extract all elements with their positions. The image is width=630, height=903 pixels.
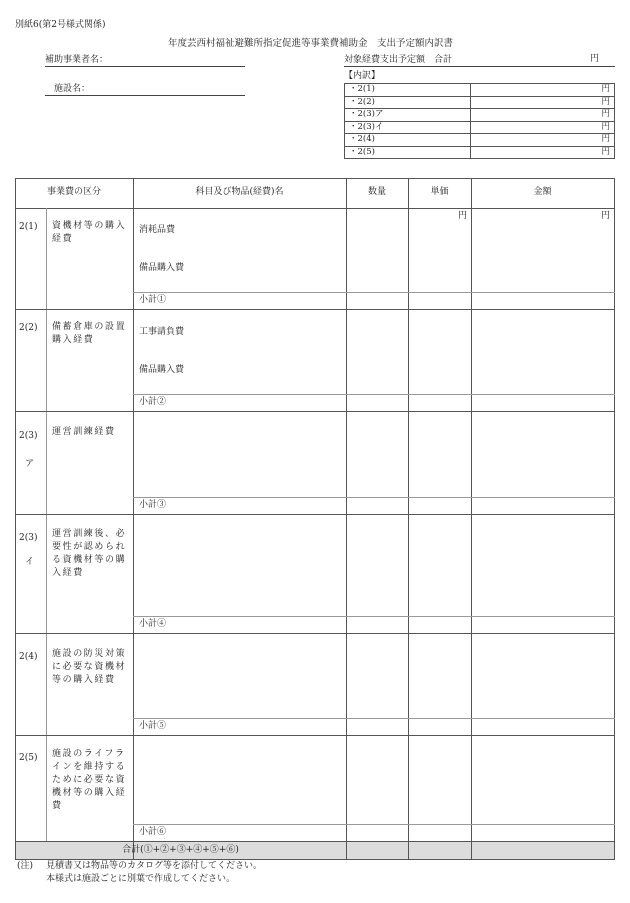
breakdown-amount-field[interactable] (471, 109, 615, 122)
section-1-items-input[interactable] (134, 209, 346, 292)
document-title: 年度芸西村福祉避難所指定促進等事業費補助金 支出予定額内訳書 (168, 38, 454, 49)
total-expense-unit: 円 (589, 54, 599, 64)
yen-unit: 円 (601, 84, 610, 95)
code-column-divider (46, 208, 47, 842)
column-header-item: 科目及び物品(経費)名 (195, 187, 284, 197)
facility-name-field[interactable] (45, 84, 245, 96)
breakdown-amount-field[interactable] (471, 121, 615, 134)
subtotal-label: 小計⑥ (139, 827, 167, 837)
breakdown-row (345, 109, 615, 122)
column-header-unit-price: 単価 (430, 187, 449, 197)
subtotal-divider (133, 616, 615, 617)
section-1-quantity-input[interactable] (347, 209, 408, 292)
subtotal-label: 小計② (139, 397, 167, 407)
table-border (15, 178, 615, 179)
section-name: 資機材等の購入経費 (52, 221, 127, 244)
breakdown-row (345, 134, 615, 147)
yen-unit: 円 (601, 121, 610, 132)
table-border (614, 178, 615, 860)
subtotal-label: 小計① (139, 295, 167, 305)
subtotal-label: 小計③ (139, 500, 167, 510)
section-code: 2(4) (19, 652, 38, 662)
notes-prefix: (注) (17, 861, 34, 871)
section-code: 2(2) (19, 323, 38, 333)
section-name: 運営訓練経費 (52, 427, 116, 437)
item-name: 備品購入費 (139, 263, 185, 273)
breakdown-label: ・2(4) (345, 134, 471, 147)
section-code: 2(3) (19, 533, 38, 543)
expense-table (15, 178, 615, 860)
column-header-quantity: 数量 (367, 187, 386, 197)
yen-unit: 円 (601, 134, 610, 145)
section-divider (15, 514, 615, 515)
breakdown-row (345, 84, 615, 97)
note-line: 本様式は施設ごとに別葉で作成してください。 (46, 874, 236, 884)
section-name: 備蓄倉庫の設置購入経費 (52, 322, 127, 345)
applicant-name-field[interactable] (45, 55, 245, 67)
item-name: 工事請負費 (139, 327, 185, 337)
table-border (15, 178, 16, 860)
form-reference: 別紙6(第2号様式関係) (15, 20, 106, 30)
breakdown-amount-field[interactable] (471, 146, 615, 159)
section-name: 施設のライフラインを維持するために必要な資機材等の購入経費 (52, 749, 127, 811)
breakdown-label: ・2(1) (345, 84, 471, 97)
breakdown-label: ・2(5) (345, 146, 471, 159)
section-1-amount-input[interactable] (472, 224, 614, 292)
section-name: 施設の防災対策に必要な資機材等の購入経費 (52, 649, 127, 685)
grand-total-label: 合計(①+②+③+④+⑤+⑥) (122, 845, 239, 855)
column-header-amount: 金額 (533, 187, 552, 197)
amount-yen-unit: 円 (600, 211, 610, 221)
unit-price-yen-unit: 円 (457, 211, 467, 221)
section-divider (15, 633, 615, 634)
section-divider (15, 411, 615, 412)
section-code-sub: イ (25, 557, 35, 567)
section-code: 2(1) (19, 222, 38, 232)
subtotal-label: 小計⑤ (139, 721, 167, 731)
breakdown-row (345, 121, 615, 134)
breakdown-row (345, 96, 615, 109)
subtotal-divider (133, 292, 615, 293)
section-1-unit-price-input[interactable] (409, 224, 471, 292)
section-divider (15, 841, 615, 842)
item-name: 備品購入費 (139, 365, 185, 375)
section-code: 2(5) (19, 753, 38, 763)
total-expense-label: 対象経費支出予定額 合計 (344, 55, 453, 65)
breakdown-heading: 【内訳】 (344, 71, 381, 81)
breakdown-label: ・2(2) (345, 96, 471, 109)
note-line: 見積書又は物品等のカタログ等を添付してください。 (46, 861, 263, 871)
breakdown-amount-field[interactable] (471, 134, 615, 147)
section-divider (15, 735, 615, 736)
section-code-sub: ア (25, 459, 35, 469)
yen-unit: 円 (601, 146, 610, 157)
breakdown-label: ・2(3)イ (345, 121, 471, 134)
breakdown-amount-field[interactable] (471, 96, 615, 109)
section-code: 2(3) (19, 431, 38, 441)
item-name: 消耗品費 (139, 225, 176, 235)
subtotal-divider (133, 497, 615, 498)
breakdown-row (345, 146, 615, 159)
section-name: 運営訓練後、必要性が認められる資機材等の購入経費 (52, 529, 127, 578)
yen-unit: 円 (601, 96, 610, 107)
yen-unit: 円 (601, 109, 610, 120)
column-header-category: 事業費の区分 (46, 187, 101, 197)
breakdown-label: ・2(3)ア (345, 109, 471, 122)
facility-name-label: 施設名： (54, 84, 91, 94)
subtotal-divider (133, 824, 615, 825)
section-divider (15, 309, 615, 310)
table-border (15, 859, 615, 860)
grand-total-amount-input[interactable] (472, 843, 614, 859)
breakdown-table (344, 83, 615, 159)
applicant-name-label: 補助事業者名： (45, 55, 109, 65)
subtotal-divider (133, 718, 615, 719)
breakdown-amount-field[interactable] (471, 84, 615, 97)
subtotal-label: 小計④ (139, 619, 167, 629)
total-expense-field[interactable] (344, 55, 615, 67)
subtotal-divider (133, 394, 615, 395)
